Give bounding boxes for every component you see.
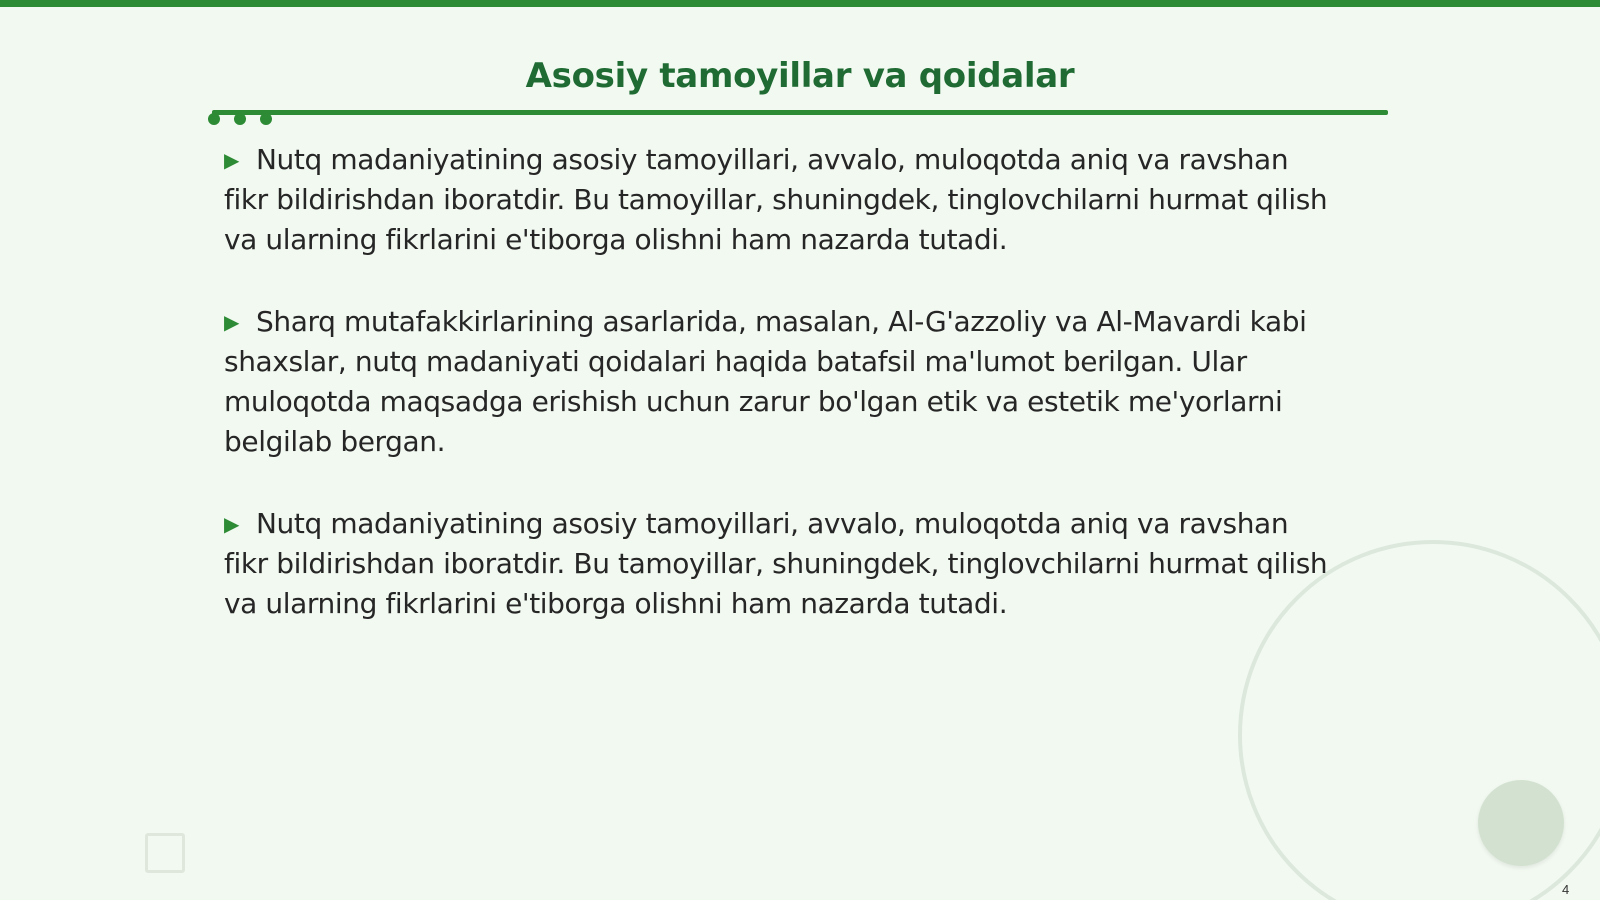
bullet-text: Sharq mutafakkirlarining asarlarida, masalan, Al-G'azzoliy va Al-Mavardi kabi shaxslar, nutq madaniyati qoidalari haqida batafsil ma'lumot berilgan. Ular muloqotda maqsadga erishish uchun zarur bo'lgan etik va estetik me'yorlarni belgilab bergan. — [224, 305, 1307, 458]
bullet-item — [224, 504, 1334, 624]
page-number: 4 — [1562, 882, 1570, 897]
underline-dot — [234, 113, 246, 125]
bullet-text: Nutq madaniyatining asosiy tamoyillari, avvalo, muloqotda aniq va ravshan fikr bildirishdan iboratdir. Bu tamoyillar, shuningdek, tinglovchilarni hurmat qilish va ularning fikrlarini e'tiborga olishni ham nazarda tutadi. — [224, 143, 1328, 256]
slide-title: Asosiy tamoyillar va qoidalar — [525, 56, 1075, 96]
bullet-item — [224, 140, 1334, 260]
underline-dot — [208, 113, 220, 125]
title-underline — [212, 110, 1388, 115]
top-accent-bar — [0, 0, 1600, 7]
bullet-list — [224, 140, 1334, 666]
decorative-circle — [1478, 780, 1564, 866]
play-triangle-icon: ▶ — [224, 512, 239, 536]
bullet-item — [224, 302, 1334, 462]
underline-dot — [260, 113, 272, 125]
play-triangle-icon: ▶ — [224, 310, 239, 334]
play-triangle-icon: ▶ — [224, 148, 239, 172]
decorative-square — [145, 833, 185, 873]
bullet-text: Nutq madaniyatining asosiy tamoyillari, avvalo, muloqotda aniq va ravshan fikr bildirishdan iboratdir. Bu tamoyillar, shuningdek, tinglovchilarni hurmat qilish va ularning fikrlarini e'tiborga olishni ham nazarda tutadi. — [224, 507, 1328, 620]
